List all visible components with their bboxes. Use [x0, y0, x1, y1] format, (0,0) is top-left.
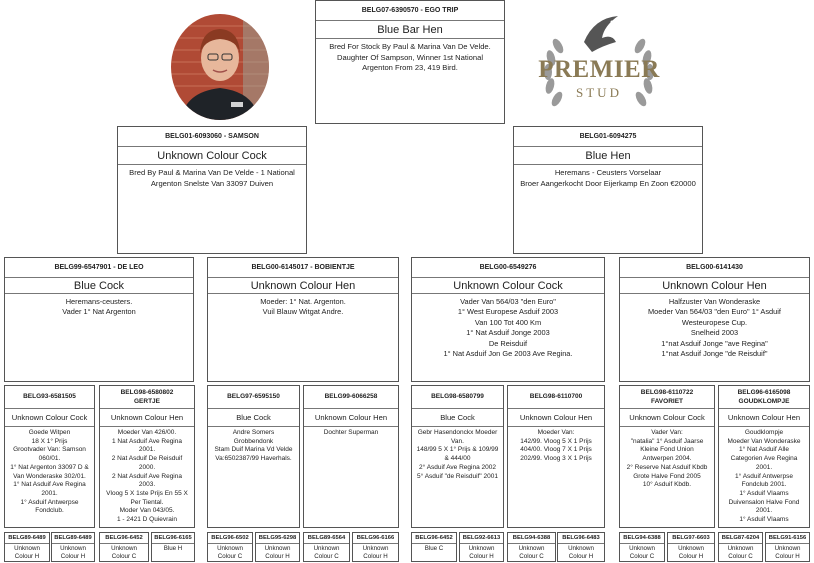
- colour-label: Blue Cock: [412, 409, 503, 427]
- ring-number: BELG98-6580799: [412, 386, 503, 409]
- colour-label: Unknown Colour Hen: [719, 409, 809, 427]
- ring-number: BELG01-6094275: [514, 127, 702, 147]
- ring-number: BELG96-6165098 GOUDKLOMPJE: [719, 386, 809, 409]
- description: Vader Van 564/03 "den Euro" 1° West Europese Asduif 2003 Van 100 Tot 400 Km 1° Nat Asduif Jonge 2003 De Reisduif 1° Nat Asduif Jon Ge 2003 Ave Regina.: [443, 297, 573, 359]
- pedigree-gg-grandparent: [51, 532, 95, 562]
- colour-label: Unknown Colour Hen: [304, 409, 398, 427]
- colour-label: Unknown Colour Cock: [118, 147, 306, 165]
- pedigree-great-grandparent: [507, 385, 605, 528]
- description: Andre Somers Grobbendonk Stam Duif Marina Vd Velde Va:6502387/99 Haverhals.: [214, 429, 293, 463]
- pedigree-gg-grandparent: [718, 532, 763, 562]
- colour-label: Unknown Colour Hen: [208, 278, 398, 294]
- description: Vader Van: "natalia" 1° Asduif Jaarse Kleine Fond Union Antwerpen 2004. 2° Reserve Nat Asduif Kbdb Grote Halve Fond 2005 10° Asduif Kbdb.: [626, 429, 708, 489]
- description: Moeder Van: 142/99. Vloog 5 X 1 Prijs 404/00. Vloog 7 X 1 Prijs 202/99. Vloog 3 X 1 Prijs: [520, 429, 592, 463]
- colour-label: Unknown Colour Hen: [620, 278, 809, 294]
- colour-label: Blue C: [424, 545, 444, 552]
- ring-number: BELG92-6613: [460, 533, 503, 544]
- ring-number: BELG95-6298: [256, 533, 299, 544]
- colour-label: Unknown Colour C: [629, 545, 655, 560]
- colour-label: Unknown Colour Cock: [620, 409, 714, 427]
- colour-label: Unknown Colour Cock: [412, 278, 604, 294]
- ring-number: BELG99-6066258: [304, 386, 398, 409]
- ring-number: BELG94-6388: [620, 533, 664, 544]
- colour-label: Unknown Colour C: [111, 545, 137, 560]
- pedigree-grandparent: [207, 257, 399, 382]
- ring-number: BELG96-6165: [152, 533, 194, 544]
- pedigree-gg-grandparent: [4, 532, 50, 562]
- pedigree-gg-grandparent: [619, 532, 665, 562]
- pedigree-great-grandparent: [619, 385, 715, 528]
- pedigree-gg-grandparent: [765, 532, 810, 562]
- ring-number: BELG00-6141430: [620, 258, 809, 278]
- pedigree-grandparent: [4, 257, 194, 382]
- ring-number: BELG00-6549276: [412, 258, 604, 278]
- pedigree-gg-grandparent: [557, 532, 605, 562]
- colour-label: Unknown Colour H: [60, 545, 86, 560]
- ring-number: BELG93-6581505: [5, 386, 94, 409]
- pedigree-grandparent: [411, 257, 605, 382]
- colour-label: Unknown Colour C: [313, 545, 340, 560]
- pedigree-sire: [117, 126, 307, 254]
- ring-number: BELG89-6564: [304, 533, 349, 544]
- colour-label: Unknown Colour H: [774, 545, 801, 560]
- colour-label: Blue Cock: [208, 409, 299, 427]
- ring-number: BELG96-6452: [412, 533, 456, 544]
- pedigree-gg-grandparent: [352, 532, 399, 562]
- ring-number: BELG87-6204: [719, 533, 762, 544]
- pedigree-great-grandparent: [99, 385, 195, 528]
- pedigree-grandparent: [619, 257, 810, 382]
- ring-number: BELG89-6489: [52, 533, 94, 544]
- logo-title: PREMIER: [538, 56, 660, 83]
- colour-label: Unknown Colour Hen: [100, 409, 194, 427]
- description: Gebr Hasendonckx Moeder Van. 148/99 5 X 1° Prijs & 109/99 & 444/00 2° Asduif Ave Regina 2002 5° Asduif "de Reisduif" 2001: [416, 429, 499, 480]
- colour-label: Blue Cock: [5, 278, 193, 294]
- ring-number: BELG96-6166: [353, 533, 398, 544]
- ring-number: BELG99-6547901 - DE LEO: [5, 258, 193, 278]
- ring-number: BELG94-6388: [508, 533, 555, 544]
- description: Goudklompje Moeder Van Wonderaske 1° Nat Asduif Alle Categorien Ave Regina 2001. 1° Asduif Antwerpse Fondclub 2001. 1° Asduif Vlaams Duivensalon Halve Fond 2001. 1° Asduif Vlaams: [727, 429, 801, 524]
- ring-number: BELG89-6489: [5, 533, 49, 544]
- description: Heremans - Ceusters Vorselaar Broer Aangerkocht Door Eijerkamp En Zoon €20000: [520, 168, 696, 188]
- logo-subtitle: STUD: [576, 85, 622, 100]
- description: Dochter Superman: [323, 429, 379, 436]
- description: Heremans-ceusters. Vader 1° Nat Argenton: [62, 297, 136, 317]
- colour-label: Unknown Colour C: [518, 545, 545, 560]
- colour-label: Unknown Colour C: [217, 545, 243, 560]
- ring-number: BELG98-6580802 GERTJE: [100, 386, 194, 409]
- colour-label: Unknown Colour H: [468, 545, 495, 560]
- ring-number: BELG96-6483: [558, 533, 604, 544]
- pedigree-gg-grandparent: [411, 532, 457, 562]
- description: Moeder Van 426/00. 1 Nat Asduif Ave Regina 2001. 2 Nat Asduif De Reisduif 2000. 2 Nat Asduif Ave Regina 2003. Vloog 5 X 1ste Prijs En 55 X Per Tiental. Moder Van 043/05. 1 - 2421 D Quievrain: [106, 429, 188, 524]
- pedigree-gg-grandparent: [207, 532, 253, 562]
- pedigree-gg-grandparent: [255, 532, 300, 562]
- ring-number: BELG97-6595150: [208, 386, 299, 409]
- ring-number: BELG98-6110722 FAVORIET: [620, 386, 714, 409]
- pedigree-subject: [315, 0, 505, 124]
- ring-number: BELG01-6093060 - SAMSON: [118, 127, 306, 147]
- ring-number: BELG91-6156: [766, 533, 809, 544]
- pedigree-gg-grandparent: [151, 532, 195, 562]
- pedigree-great-grandparent: [303, 385, 399, 528]
- colour-label: Blue Hen: [514, 147, 702, 165]
- colour-label: Unknown Colour C: [727, 545, 754, 560]
- pedigree-great-grandparent: [4, 385, 95, 528]
- description: Bred For Stock By Paul & Marina Van De Velde. Daughter Of Sampson, Winner 1st National Argenton From 23, 419 Bird.: [329, 42, 491, 73]
- pedigree-gg-grandparent: [507, 532, 556, 562]
- colour-label: Unknown Colour Cock: [5, 409, 94, 427]
- colour-label: Unknown Colour H: [678, 545, 704, 560]
- description: Moeder: 1° Nat. Argenton. Vuil Blauw Witgat Andre.: [260, 297, 346, 317]
- pedigree-great-grandparent: [207, 385, 300, 528]
- ring-number: BELG07-6390570 - EGO TRIP: [316, 1, 504, 21]
- colour-label: Unknown Colour H: [264, 545, 291, 560]
- breeder-photo: [171, 14, 269, 120]
- ring-number: BELG96-6452: [100, 533, 148, 544]
- pedigree-gg-grandparent: [459, 532, 504, 562]
- description: Halfzuster Van Wonderaske Moeder Van 564/03 "den Euro" 1° Asduif Westeuropese Cup. Snelheid 2003 1°nat Asduif Jonge "ave Regina" 1°nat Asduif Jonge "de Reisduif": [648, 297, 781, 359]
- colour-label: Blue Bar Hen: [316, 21, 504, 39]
- colour-label: Unknown Colour H: [568, 545, 594, 560]
- ring-number: BELG96-6502: [208, 533, 252, 544]
- pedigree-gg-grandparent: [303, 532, 350, 562]
- colour-label: Unknown Colour Hen: [508, 409, 604, 427]
- ring-number: BELG00-6145017 - BOBIENTJE: [208, 258, 398, 278]
- description: Bred By Paul & Marina Van De Velde - 1 National Argenton Snelste Van 33097 Duiven: [129, 168, 295, 188]
- pedigree-dam: [513, 126, 703, 254]
- premier-stud-logo: [536, 12, 662, 118]
- description: Goede Witpen 18 X 1° Prijs Grootvader Van: Samson 060/01. 1° Nat Argenton 33097 D & Van Wonderaske 302/01. 1° Nat Asduif Ave Regina 2001. 1° Asduif Antwerpse Fondclub.: [10, 429, 89, 515]
- ring-number: BELG97-6603: [668, 533, 714, 544]
- colour-label: Unknown Colour H: [14, 545, 40, 560]
- pedigree-gg-grandparent: [99, 532, 149, 562]
- pedigree-great-grandparent: [411, 385, 504, 528]
- pedigree-great-grandparent: [718, 385, 810, 528]
- colour-label: Unknown Colour H: [362, 545, 389, 560]
- pedigree-gg-grandparent: [667, 532, 715, 562]
- colour-label: Blue H: [163, 545, 183, 552]
- ring-number: BELG98-6110700: [508, 386, 604, 409]
